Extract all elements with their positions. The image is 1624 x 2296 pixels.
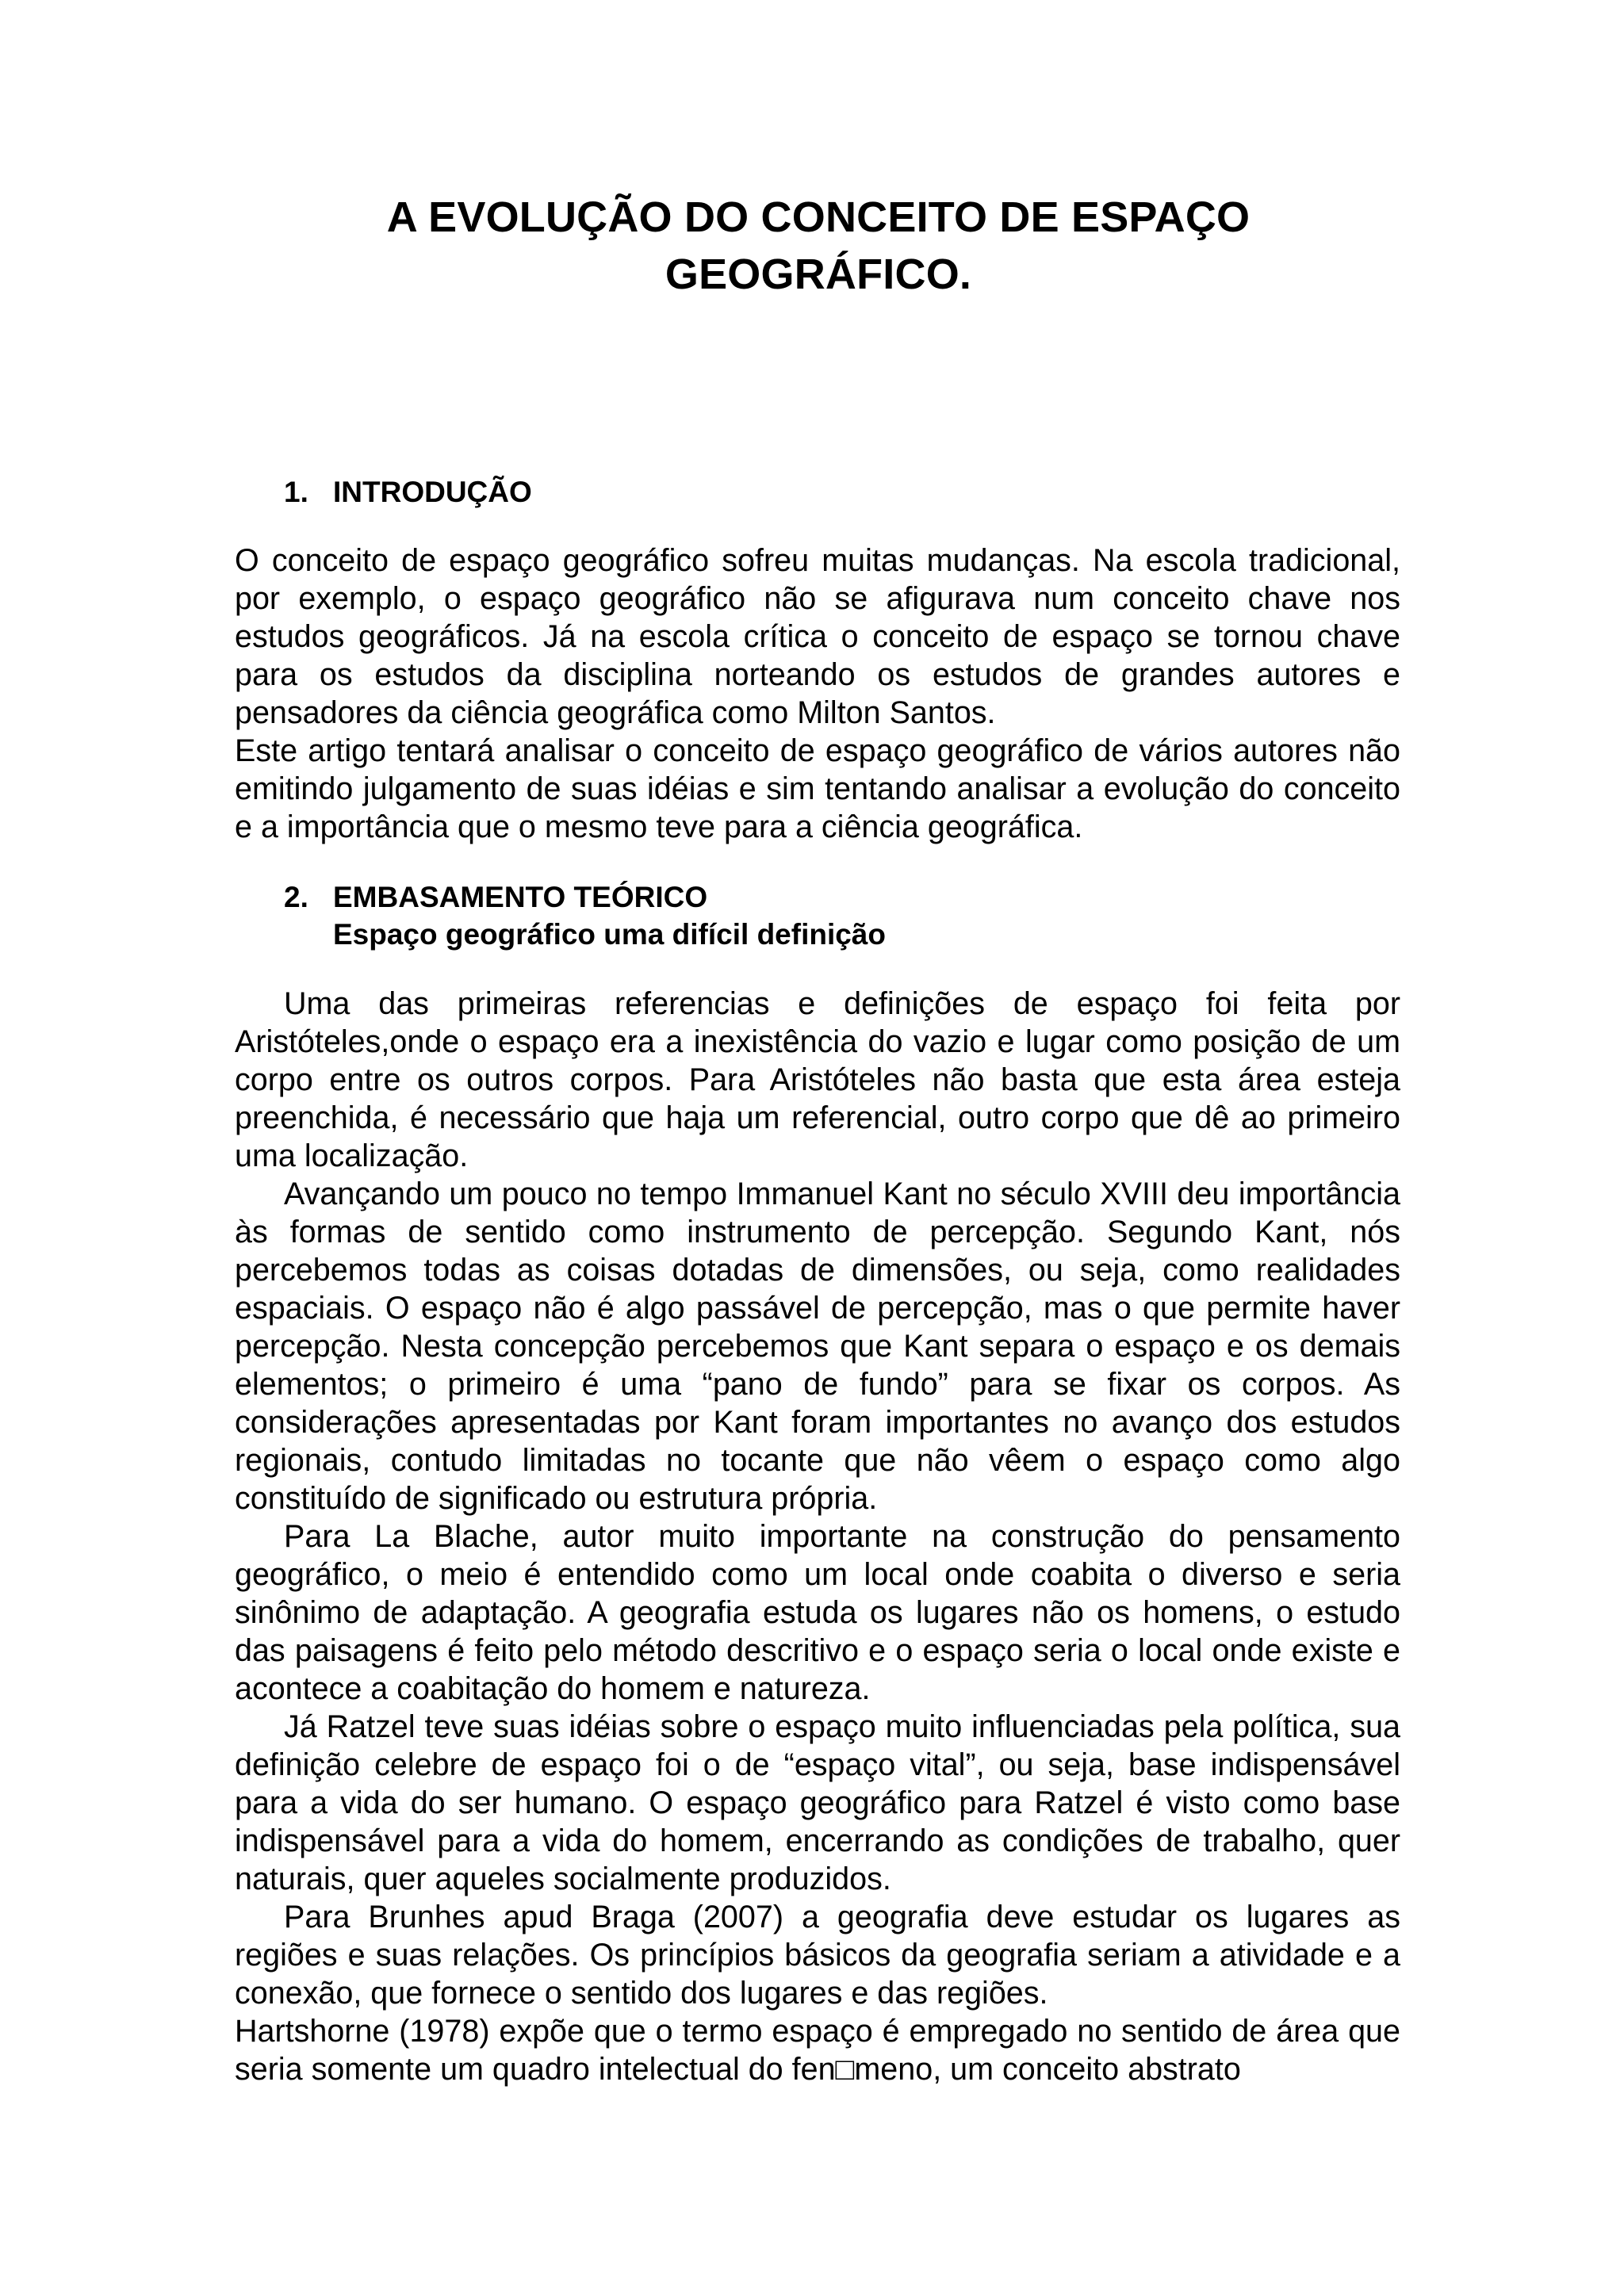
section-2-body — [235, 985, 1400, 2088]
section-2-subheading: Espaço geográfico uma difícil definição — [333, 918, 886, 951]
paragraph: O conceito de espaço geográfico sofreu muitas mudanças. Na escola tradicional, por exemplo, o espaço geográfico não se afigurava num conceito chave nos estudos geográficos. Já na escola crítica o conceito de espaço se tornou chave para os estudos da disciplina norteando os estudos de grandes autores e pensadores da ciência geográfica como Milton Santos. — [235, 543, 1400, 730]
section-1-body — [235, 541, 1400, 846]
title-line-1: A EVOLUÇÃO DO CONCEITO DE ESPAÇO — [386, 193, 1251, 241]
title-line-2: GEOGRÁFICO. — [665, 251, 972, 298]
section-1-heading — [284, 473, 532, 511]
paragraph: Para Brunhes apud Braga (2007) a geografia deve estudar os lugares as regiões e suas relações. Os princípios básicos da geografia seriam a atividade e a conexão, que fornece o sentido dos lugares e das regiões. — [235, 1900, 1400, 2011]
section-1-number: 1. — [284, 476, 308, 508]
document-title — [235, 189, 1402, 303]
section-2-title: EMBASAMENTO TEÓRICO — [333, 881, 708, 913]
paragraph: Já Ratzel teve suas idéias sobre o espaço muito influenciadas pela política, sua definição celebre de espaço foi o de “espaço vital”, ou seja, base indispensável para a vida do ser humano. O espaço geográfico para Ratzel é visto como base indispensável para a vida do homem, encerrando as condições de trabalho, quer naturais, quer aqueles socialmente produzidos. — [235, 1709, 1400, 1896]
section-2-heading — [284, 878, 707, 916]
section-2-number: 2. — [284, 881, 308, 913]
paragraph: Uma das primeiras referencias e definições de espaço foi feita por Aristóteles,onde o espaço era a inexistência do vazio e lugar como posição de um corpo entre os outros corpos. Para Aristóteles não basta que esta área esteja preenchida, é necessário que haja um referencial, outro corpo que dê ao primeiro uma localização. — [235, 986, 1400, 1173]
paragraph: Para La Blache, autor muito importante na construção do pensamento geográfico, o meio é entendido como um local onde coabita o diverso e seria sinônimo de adaptação. A geografia estuda os lugares não os homens, o estudo das paisagens é feito pelo método descritivo e o espaço seria o local onde existe e acontece a coabitação do homem e natureza. — [235, 1519, 1400, 1706]
paragraph: Este artigo tentará analisar o conceito de espaço geográfico de vários autores não emitindo julgamento de suas idéias e sim tentando analisar a evolução do conceito e a importância que o mesmo teve para a ciência geográfica. — [235, 733, 1400, 844]
section-1-title: INTRODUÇÃO — [333, 476, 532, 508]
paragraph: Avançando um pouco no tempo Immanuel Kant no século XVIII deu importância às formas de sentido como instrumento de percepção. Segundo Kant, nós percebemos todas as coisas dotadas de dimensões, ou seja, como realidades espaciais. O espaço não é algo passável de percepção, mas o que permite haver percepção. Nesta concepção percebemos que Kant separa o espaço e os demais elementos; o primeiro é uma “pano de fundo” para se fixar os corpos. As considerações apresentadas por Kant foram importantes no avanço dos estudos regionais, contudo limitadas no tocante que não vêem o espaço como algo constituído de significado ou estrutura própria. — [235, 1177, 1400, 1516]
paragraph: Hartshorne (1978) expõe que o termo espaço é empregado no sentido de área que seria somente um quadro intelectual do fen□meno, um conceito abstrato — [235, 2014, 1400, 2087]
